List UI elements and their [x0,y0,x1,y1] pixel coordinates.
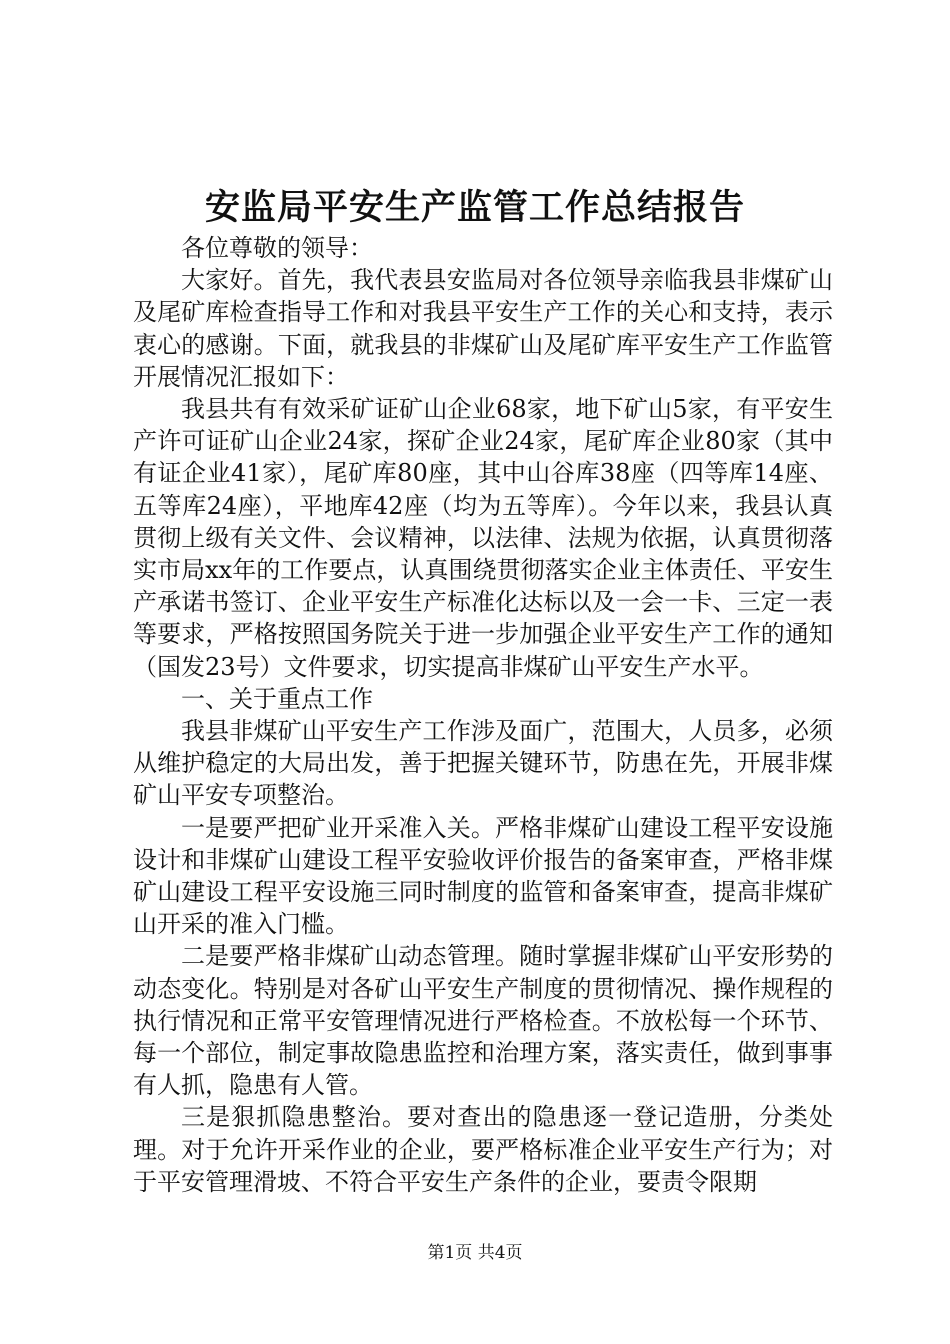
point-three-paragraph: 三是狠抓隐患整治。要对查出的隐患逐一登记造册，分类处理。对于允许开采作业的企业，要严格标准企业平安生产行为；对于平安管理滑坡、不符合平安生产条件的企业，要责令限期 [133,1103,833,1196]
page-number-footer: 第1页 共4页 [427,1243,523,1263]
intro-paragraph: 大家好。首先，我代表县安监局对各位领导亲临我县非煤矿山及尾矿库检查指导工作和对我县平安生产工作的关心和支持，表示衷心的感谢。下面，就我县的非煤矿山及尾矿库平安生产工作监管开展情况汇报如下： [133,266,833,391]
point-one-paragraph: 一是要严把矿业开采准入关。严格非煤矿山建设工程平安设施设计和非煤矿山建设工程平安验收评价报告的备案审查，严格非煤矿山建设工程平安设施三同时制度的监管和备案审查，提高非煤矿山开采的准入门槛。 [133,813,833,939]
document-body [133,232,833,1198]
statistics-paragraph: 我县共有有效采矿证矿山企业68家，地下矿山5家，有平安生产许可证矿山企业24家，探矿企业24家，尾矿库企业80家（其中有证企业41家），尾矿库80座，其中山谷库38座（四等库14座、五等库24座），平地库42座（均为五等库）。今年以来，我县认真贯彻上级有关文件、会议精神，以法律、法规为依据，认真贯彻落实市局xx年的工作要点，认真围绕贯彻落实企业主体责任、平安生产承诺书签订、企业平安生产标准化达标以及一会一卡、三定一表等要求，严格按照国务院关于进一步加强企业平安生产工作的通知（国发23号）文件要求，切实提高非煤矿山平安生产水平。 [133,395,833,681]
document-title: 安监局平安生产监管工作总结报告 [204,187,745,228]
section-heading-key-work: 一、关于重点工作 [181,684,373,713]
point-two-paragraph: 二是要严格非煤矿山动态管理。随时掌握非煤矿山平安形势的动态变化。特别是对各矿山平安生产制度的贯彻情况、操作规程的执行情况和正常平安管理情况进行严格检查。不放松每一个环节、每一个部位，制定事故隐患监控和治理方案，落实责任，做到事事有人抓，隐患有人管。 [133,942,833,1100]
salutation-paragraph: 各位尊敬的领导： [181,234,373,262]
key-work-paragraph: 我县非煤矿山平安生产工作涉及面广，范围大，人员多，必须从维护稳定的大局出发，善于把握关键环节，防患在先，开展非煤矿山平安专项整治。 [133,717,833,810]
